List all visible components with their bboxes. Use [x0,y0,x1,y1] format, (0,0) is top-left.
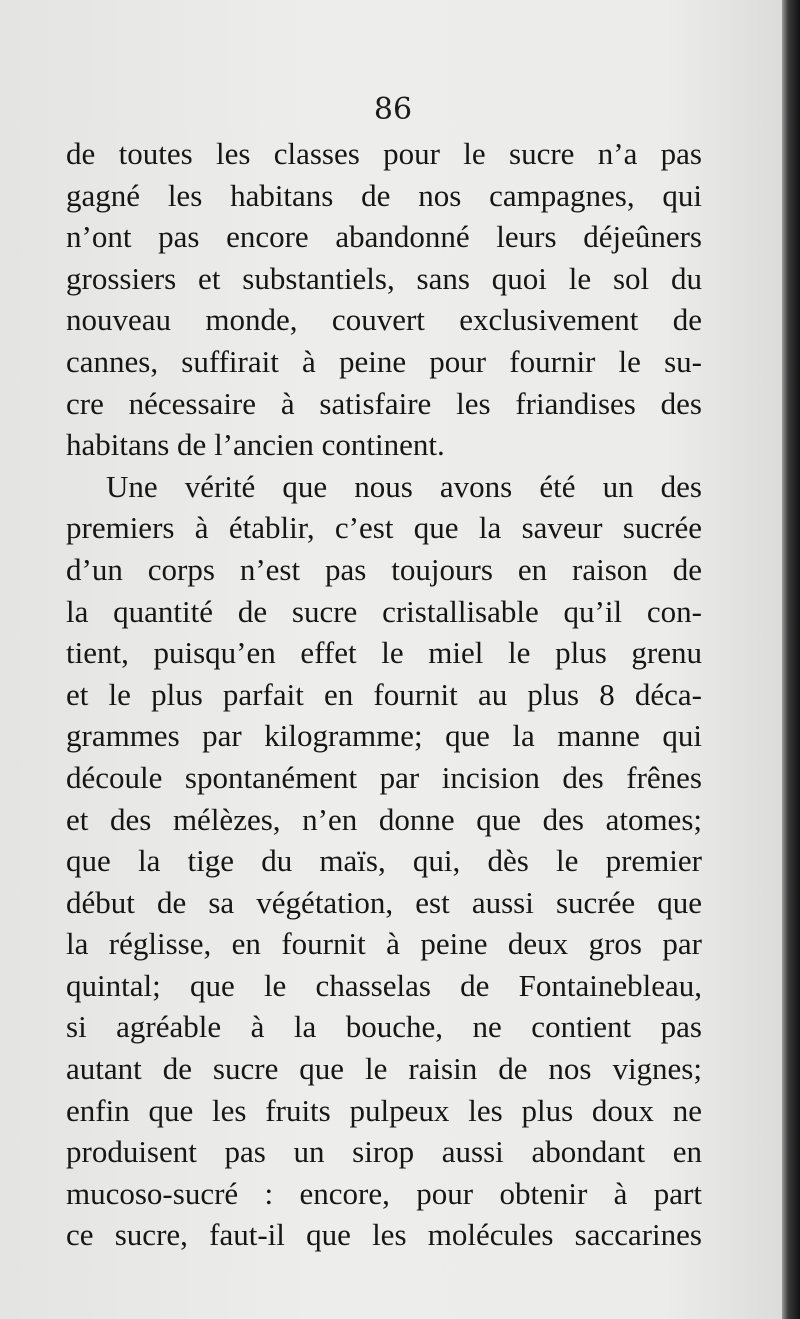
page-number: 86 [373,92,413,127]
text-line: si agréable à la bouche, ne contient pas [66,1009,702,1045]
text-line: premiers à établir, c’est que la saveur sucrée [66,510,702,546]
text-line: la quantité de sucre cristallisable qu’il con- [66,593,702,629]
body-text [66,133,702,1256]
text-line: grammes par kilogramme; que la manne qui [66,718,702,754]
text-line: cannes, suffirait à peine pour fournir le su- [66,343,702,379]
paragraph-end-line: habitans de l’ancien continent. [66,427,445,463]
text-line: et le plus parfait en fournit au plus 8 déca- [66,676,702,712]
text-line: grossiers et substantiels, sans quoi le sol du [66,260,702,296]
text-line: quintal; que le chasselas de Fontainebleau, [66,967,702,1003]
text-line: ce sucre, faut-il que les molécules saccarines [66,1217,702,1253]
text-line: découle spontanément par incision des frênes [66,759,702,795]
text-line: de toutes les classes pour le sucre n’a pas [66,136,702,171]
text-line: tient, puisqu’en effet le miel le plus grenu [66,635,702,671]
text-line: que la tige du maïs, qui, dès le premier [66,843,702,879]
text-line: cre nécessaire à satisfaire les friandises des [66,385,702,421]
text-line: enfin que les fruits pulpeux les plus doux ne [66,1092,702,1128]
text-line: début de sa végétation, est aussi sucrée que [66,884,702,920]
text-line: mucoso-sucré : encore, pour obtenir à part [66,1175,702,1211]
paragraph-start-line: Une vérité que nous avons été un des [106,468,702,504]
text-line: nouveau monde, couvert exclusivement de [66,302,702,338]
text-line: la réglisse, en fournit à peine deux gros par [66,926,702,962]
text-line: d’un corps n’est pas toujours en raison de [66,551,702,587]
text-line: n’ont pas encore abandonné leurs déjeûners [66,219,702,255]
text-line: gagné les habitans de nos campagnes, qui [66,177,702,213]
text-line: produisent pas un sirop aussi abondant en [66,1134,702,1170]
text-line: et des mélèzes, n’en donne que des atomes; [66,801,702,837]
text-line: autant de sucre que le raisin de nos vignes; [66,1051,702,1087]
page-edge-shadow [782,0,800,1319]
